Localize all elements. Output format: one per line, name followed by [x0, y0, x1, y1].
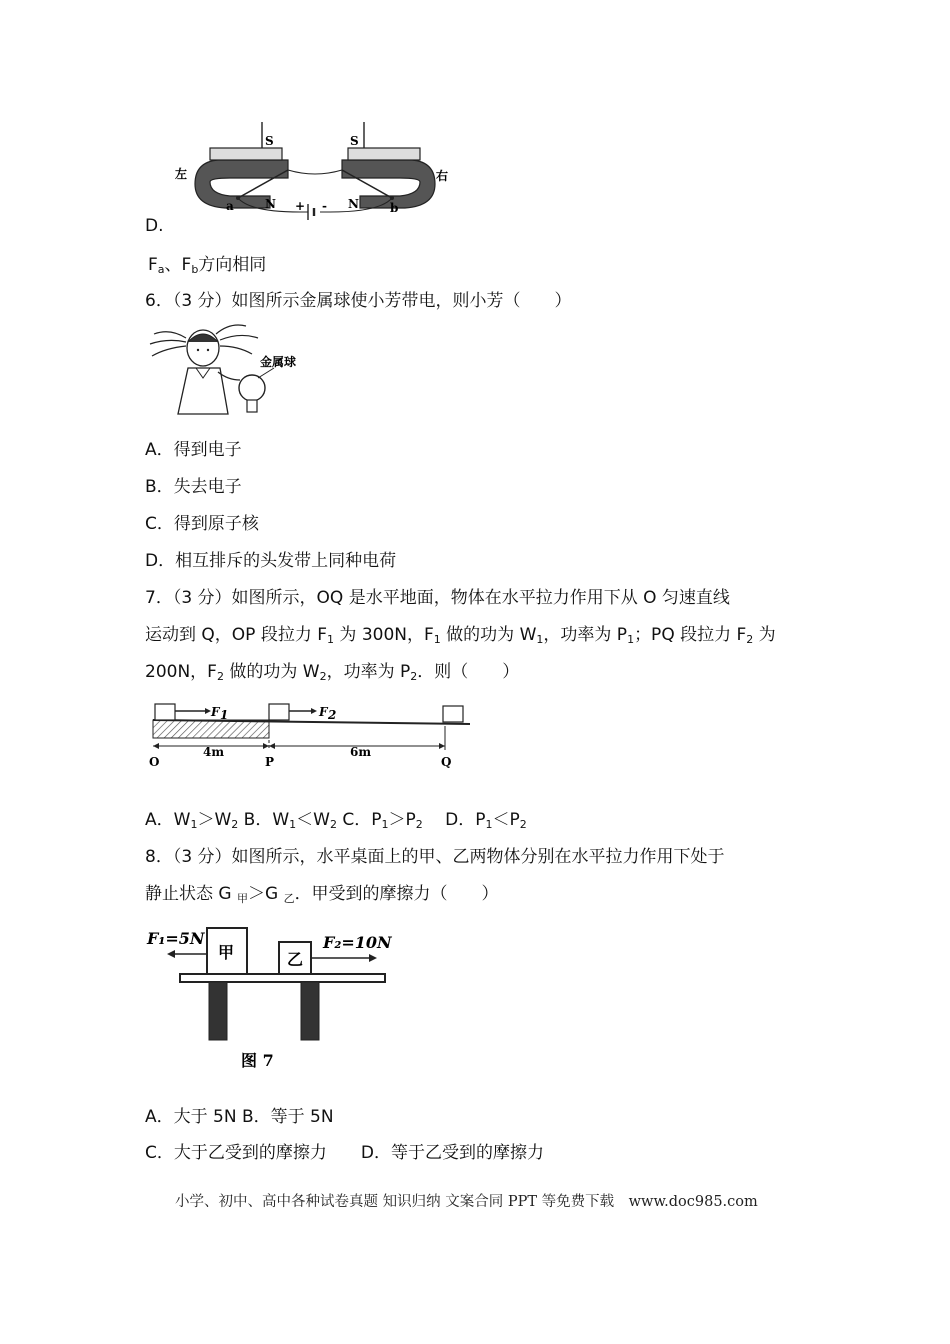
- label-f1-sub: 1: [220, 708, 229, 722]
- q6-option-d: D．相互排斥的头发带上同种电荷: [145, 551, 397, 571]
- q7-stem-line2: 运动到 Q，OP 段拉力 $F_1$ 为 300N，$F_1$ 做的功为 $W_1$，功率为 $P_1$；PQ 段拉力 $F_2$ 为: [145, 625, 776, 646]
- q6-option-b: B．失去电子: [145, 477, 242, 497]
- q6-girl-metal-ball-figure: [148, 322, 308, 417]
- q6-option-a: A．得到电子: [145, 440, 242, 460]
- label-s-left: S: [265, 134, 274, 148]
- label-q: Q: [441, 755, 452, 769]
- q5-magnet-circuit-figure: [170, 120, 460, 225]
- label-f2-10n: F₂=10N: [323, 933, 392, 952]
- q8-options-cd: C．大于乙受到的摩擦力 D．等于乙受到的摩擦力: [145, 1143, 544, 1163]
- label-a: a: [226, 199, 234, 213]
- label-f1: F: [211, 705, 220, 719]
- label-4m: 4m: [203, 745, 225, 759]
- q7-options: A．$W_1>W_2$ B．$W_1<W_2$ C．$P_1>P_2$ D．$P_1<P_2$: [145, 810, 527, 831]
- label-plus: +: [295, 199, 306, 213]
- label-jia: 甲: [218, 943, 235, 962]
- label-yi: 乙: [287, 950, 304, 969]
- label-f2: F: [319, 705, 328, 719]
- label-right: 右: [436, 169, 449, 183]
- label-f2-sub: 2: [328, 708, 337, 722]
- label-metal-ball: 金属球: [260, 355, 297, 369]
- label-o: O: [149, 755, 160, 769]
- q6-option-c: C．得到原子核: [145, 514, 259, 534]
- label-left: 左: [175, 167, 188, 181]
- page-footer: 小学、初中、高中各种试卷真题 知识归纳 文案合同 PPT 等免费下载 www.doc985.com: [175, 1194, 758, 1210]
- q8-table-blocks-figure: [145, 922, 395, 1080]
- q8-stem-line2: 静止状态 G $_甲$＞G $_乙$．甲受到的摩擦力（ ）: [145, 884, 499, 905]
- label-s-right: S: [350, 134, 359, 148]
- label-n-left: N: [265, 197, 276, 211]
- q5-option-d-letter: D.: [145, 216, 164, 236]
- label-f1-5n: F₁=5N: [147, 929, 205, 948]
- label-n-right: N: [348, 197, 359, 211]
- label-p: P: [265, 755, 275, 769]
- figure-caption: 图 7: [241, 1051, 274, 1070]
- q7-stem-line1: 7．（3 分）如图所示，OQ 是水平地面，物体在水平拉力作用下从 O 匀速直线: [145, 588, 730, 608]
- label-minus: -: [322, 199, 327, 213]
- label-b: b: [390, 201, 399, 215]
- q6-stem: 6．（3 分）如图所示金属球使小芳带电，则小芳（ ）: [145, 291, 572, 311]
- label-6m: 6m: [350, 745, 372, 759]
- q5-answer-d: $F_a$、$F_b$方向相同: [148, 255, 267, 276]
- q7-ground-force-figure: [145, 700, 475, 772]
- q7-stem-line3: 200N，$F_2$ 做的功为 $W_2$，功率为 $P_2$．则（ ）: [145, 662, 520, 683]
- q8-stem-line1: 8．（3 分）如图所示，水平桌面上的甲、乙两物体分别在水平拉力作用下处于: [145, 847, 725, 867]
- q8-options-ab: A．大于 5N B．等于 5N: [145, 1107, 334, 1127]
